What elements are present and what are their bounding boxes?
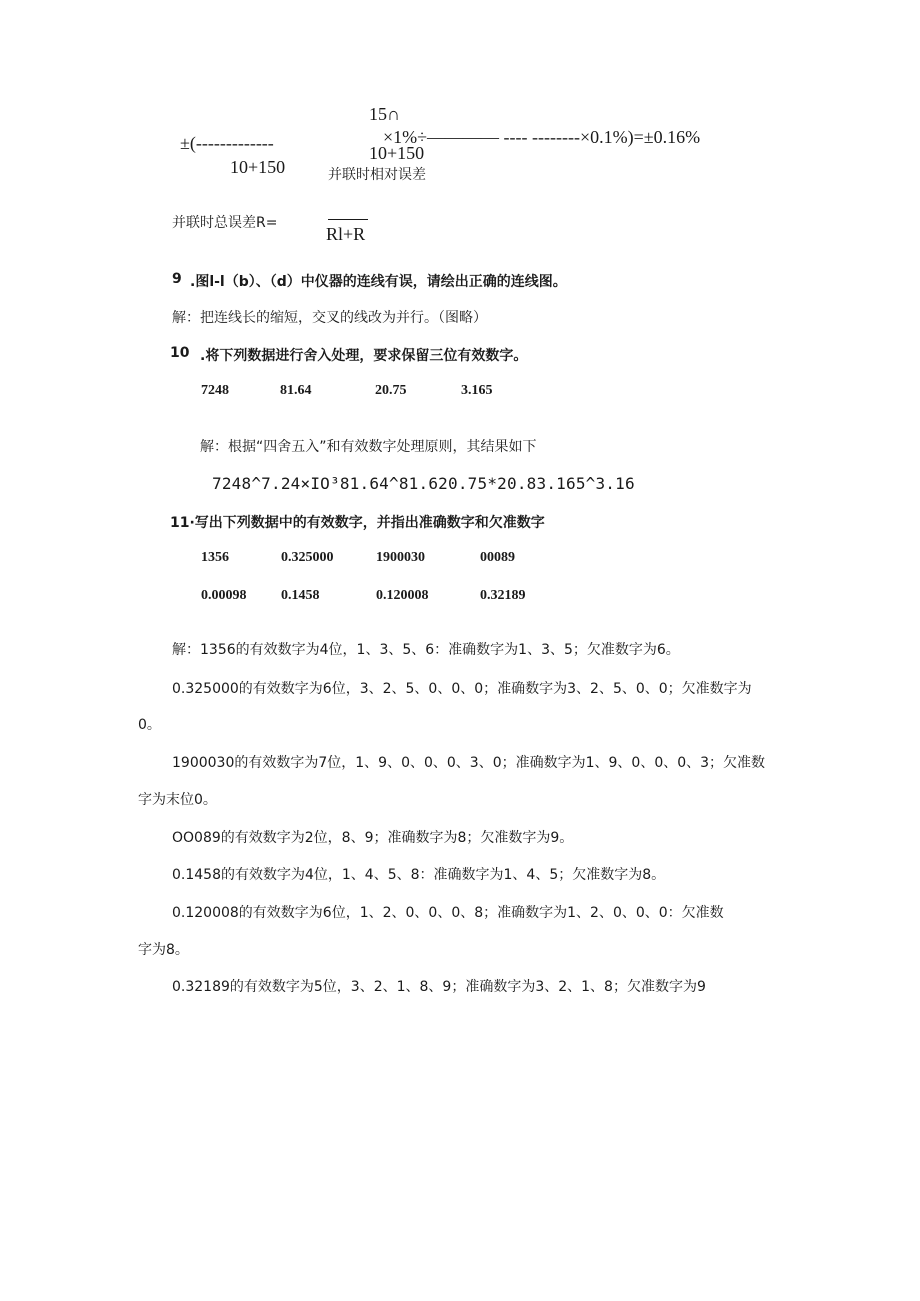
q10-question: .将下列数据进行舍入处理，要求保留三位有效数字。 xyxy=(200,348,528,364)
formula-prefix: ±(------------- xyxy=(180,133,274,153)
q11-answer-line: OO089的有效数字为2位，8、9；准确数字为8；欠准数字为9。 xyxy=(172,830,574,846)
q11-value: 0.32189 xyxy=(480,588,526,603)
q9-number: 9 xyxy=(172,271,182,287)
q10-answer-result: 7248^7.24×IO³81.64^81.620.75*20.83.165^3.16 xyxy=(212,474,635,493)
q10-answer-intro: 解：根据“四舍五入”和有效数字处理原则，其结果如下 xyxy=(200,439,537,455)
q11-value: 0.1458 xyxy=(281,588,320,603)
q10-value: 81.64 xyxy=(280,383,312,398)
fraction-bar xyxy=(328,219,368,220)
q11-answer-line: 解：1356的有效数字为4位，1、3、5、6：准确数字为1、3、5；欠准数字为6。 xyxy=(172,642,680,658)
q11-answer-line: 1900030的有效数字为7位，1、9、0、0、0、3、0；准确数字为1、9、0、0、0、3；欠准数 xyxy=(172,755,766,771)
formula-denominator-left: 10+150 xyxy=(230,157,286,177)
q11-answer-line: 0.1458的有效数字为4位，1、4、5、8：准确数字为1、4、5；欠准数字为8。 xyxy=(172,867,666,883)
q11-answer-line: 字为末位0。 xyxy=(138,792,217,808)
formula-denominator-mid: 10+150 xyxy=(369,143,425,163)
relative-error-label: 并联时相对误差 xyxy=(328,167,426,183)
q11-answer-line: 0。 xyxy=(138,717,161,733)
q11-answer-line: 0.120008的有效数字为6位，1、2、0、0、0、8；准确数字为1、2、0、0、0：欠准数 xyxy=(172,905,724,921)
q9-answer: 解：把连线长的缩短，交叉的线改为并行。（图略） xyxy=(172,310,487,326)
q11-answer-line: 0.325000的有效数字为6位，3、2、5、0、0、0；准确数字为3、2、5、0、0；欠准数字为 xyxy=(172,681,752,697)
q11-value: 0.120008 xyxy=(376,588,429,603)
q11-answer-line: 字为8。 xyxy=(138,942,189,958)
formula-top-numerator: 15∩ xyxy=(369,104,400,124)
q10-number: 10 xyxy=(170,345,190,361)
total-error-label: 并联时总误差R= xyxy=(172,215,278,231)
q11-value: 1900030 xyxy=(376,550,425,565)
q11-value: 0.00098 xyxy=(201,588,247,603)
q11-question: 11·写出下列数据中的有效数字，并指出准确数字和欠准数字 xyxy=(170,515,545,531)
q11-value: 0.325000 xyxy=(281,550,334,565)
q10-value: 7248 xyxy=(201,383,229,398)
q10-value: 3.165 xyxy=(461,383,493,398)
q9-question: .图l-l（b）、（d）中仪器的连线有误，请绘出正确的连线图。 xyxy=(190,274,567,290)
q11-value: 1356 xyxy=(201,550,229,565)
q11-answer-line: 0.32189的有效数字为5位，3、2、1、8、9；准确数字为3、2、1、8；欠准数字为9 xyxy=(172,979,706,995)
formula-denominator-sum: Rl+R xyxy=(326,224,366,244)
q10-value: 20.75 xyxy=(375,383,407,398)
q11-value: 00089 xyxy=(480,550,515,565)
formula-main-line: ×1%÷―――― ---- --------×0.1%)=±0.16% xyxy=(383,127,701,147)
